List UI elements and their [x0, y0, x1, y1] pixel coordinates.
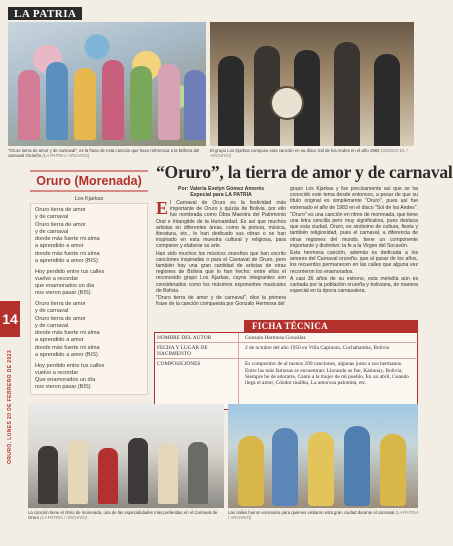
page-number-tab [0, 301, 20, 337]
caption-text: Las calles fueron escenario para quienes visitaron esta gran ciudad durante el carnaval [228, 510, 395, 515]
dropcap: E [156, 198, 169, 218]
caption-credit: (LA PATRIA / ARCHIVO) [228, 510, 418, 521]
lyric-line: nos vieron pasar (BIS) [35, 384, 91, 391]
lyric-line: a aprendido a amor (BIS) [35, 351, 98, 358]
article-column-a [156, 200, 286, 308]
lyric-line: Oruro tierra de amor [35, 221, 86, 228]
ficha-value-line: Es compositor de al menos 200 canciones, algunas junto a sus hermanos. [245, 360, 403, 367]
sidebar-title-box [30, 170, 148, 192]
ficha-row [155, 333, 419, 343]
ficha-key: FECHA Y LUGAR DE NACIMIENTO [155, 343, 239, 358]
ficha-key: COMPOSICIONES [155, 359, 239, 411]
article-paragraph: Han sido muchos los músicos orureños que han escrito canciones inspiradas o para el Carnaval de Oruro, pero también hay una gran cantidad de artistas de otras regiones de Bolivia que lo han hecho; entre ellos el reconocido grupo Los Kjarkas, cuyos integrantes son considerados como los máximos exponentes musicales de Bolivia. [156, 250, 286, 294]
lyric-line: donde más fuerte mi alma [35, 344, 100, 351]
ficha-key: NOMBRE DEL AUTOR [155, 333, 239, 342]
ficha-value: Gonzalo Hermosa González [245, 334, 306, 341]
lyric-line: nos vieron pasar (BIS) [35, 290, 91, 297]
lyric-line: Que enamorados un día [35, 377, 96, 383]
lyric-line: a aprendido a amor [35, 337, 84, 344]
article-paragraph [156, 200, 286, 250]
masthead-title: LA PATRIA [8, 7, 82, 20]
photo-morenada-dancers [28, 404, 224, 508]
ficha-table [154, 332, 418, 410]
byline-role: Especial para LA PATRIA [190, 192, 252, 199]
article-headline: “Oruro”, la tierra de amor y de carnaval [156, 162, 453, 182]
caption-top-left [8, 148, 206, 159]
spine-text: ORURO, LUNES 20 DE FEBRERO DE 2023 [7, 350, 13, 464]
caption-credit: (LA PATRIA / ARCHIVO) [42, 153, 90, 159]
ficha-row [155, 343, 419, 359]
photo-musicians [210, 22, 414, 146]
caption-bottom-left [28, 510, 224, 521]
lyric-line: Oruro tierra de amor [35, 315, 86, 322]
ficha-value [243, 359, 417, 388]
caption-bottom-right [228, 510, 418, 521]
lyric-line: a aprendido a amor (BIS) [35, 257, 98, 264]
photo-street-parade [228, 404, 418, 508]
lyric-line: vuelvo a recordar [35, 369, 79, 376]
lyric-line: y de carnaval [35, 308, 69, 315]
sidebar-title: Oruro (Morenada) [36, 174, 142, 188]
sidebar-subtitle: Los Kjarkas [74, 196, 104, 202]
lyric-line: Hoy perdido entre tus calles [35, 268, 105, 275]
lyric-line: a aprendido a amor [35, 243, 84, 250]
lyric-line: donde más fuerte mi alma [35, 250, 100, 257]
caption-credit: (LA PATRIA / ARCHIVO) [40, 515, 88, 521]
ficha-title: FICHA TÉCNICA [244, 320, 418, 332]
lyrics-box [30, 203, 148, 395]
caption-credit: (CEDIDO EL / ARCHIVO) [210, 148, 408, 159]
article-byline [156, 186, 286, 199]
lyric-line: y de carnaval [35, 214, 69, 221]
spine [4, 350, 16, 530]
article-paragraph: grupo Los Kjarkas y fue precisamente así que se ha conocido este tema desde entonces, a pesar de que su título original es simplemente "Oruro", pues así fue estrenado el año de 1983 en el disco "Sol de los Andes". [290, 186, 418, 211]
paragraph-text: l Carnaval de Oruro es la festividad más importante de Oruro y quizás de Bolivia, por ello fue nombrada como Obra Maestra del Patrimonio Oral e Intangible de la Humanidad. Es así que muchos artistas en diferentes áreas, como la pintura, música, literatura, etc., le han dedicado sus obras o se han inspirado en esta muestra cultural y religiosa, para componer y elaborar su arte. [156, 200, 286, 250]
lyrics [35, 207, 143, 392]
ficha-value-line: Entre las más famosas se encuentran: Llorando se fue, Katinnay, Bolivia, Siempre he de adorarte, Canto a la mujer de mi pueblo, En un abril, Cuando llega el amor, Cóndor mallku, La amorosa palomita, etc. [245, 367, 409, 387]
lyric-line: Hoy perdido entre tus calles [35, 362, 105, 369]
caption-text: "Oruro tierra de amor y de carnaval", es la frase de esta canción que hace referencia a la belleza del carnaval Orureño [8, 148, 200, 159]
article-column-b [290, 186, 418, 295]
lyric-line: que enamorados un día [35, 283, 95, 289]
lyric-line: y de carnaval [35, 322, 69, 329]
lyric-line: vuelvo a recordar [35, 275, 79, 282]
article-paragraph: A casi 36 años de su estreno, esta melodía aún es cantada por la población orureña y boliviana, de manera especial en la época carnavalera. [290, 275, 418, 295]
lyric-line: Oruro tierra de amor [35, 207, 86, 213]
drum-icon [270, 86, 304, 120]
masthead [8, 6, 82, 20]
ficha-value: 2 de octubre del año 1950 en Villa Capinota, Cochabamba, Bolivia [245, 344, 390, 351]
article-paragraph: "Oruro" es una canción en ritmo de morenada, que tiene una letra sencilla pero muy significativa, pues destaca que esta ciudad, Oruro, es sinónimo de cultura, fiesta y también religiosidad, pues el carnaval, a diferencia de otras regiones del mundo, tiene un componente importante y distintivo: la fe a la Virgen del Socavón. [290, 211, 418, 249]
caption-text: El grupo Los Kjarkas compuso esta canción en su disco Sol de los Andes en el año 1983 [210, 148, 380, 153]
page-number: 14 [2, 311, 18, 327]
article-paragraph: Esta hermosa canción, además es dedicada a los amores del Carnaval orureño, que al pasar de los años, los recuerdos permanecen en las calles que alguna vez recorrieron los enamorados. [290, 250, 418, 275]
lyric-line: donde más fuerte mi alma [35, 330, 100, 336]
caption-top-right [210, 148, 414, 159]
article-paragraph: "Oruro tierra de amor y de carnaval", dice la primera frase de la canción compuesta por Gonzalo Hermosa del [156, 295, 286, 308]
lyric-line: y de carnaval [35, 228, 69, 235]
lyric-line: Oruro tierra de amor [35, 301, 86, 307]
photo-dancers [8, 22, 206, 146]
lyric-line: donde más fuerte mi alma [35, 236, 100, 242]
caption-text: La canción tiene el ritmo de morenada, una de las especialidades más preferidas en el Carnaval de Oruro [28, 510, 218, 521]
byline-author: Por: Valeria Evelyn Gómez Amorés [177, 186, 264, 192]
